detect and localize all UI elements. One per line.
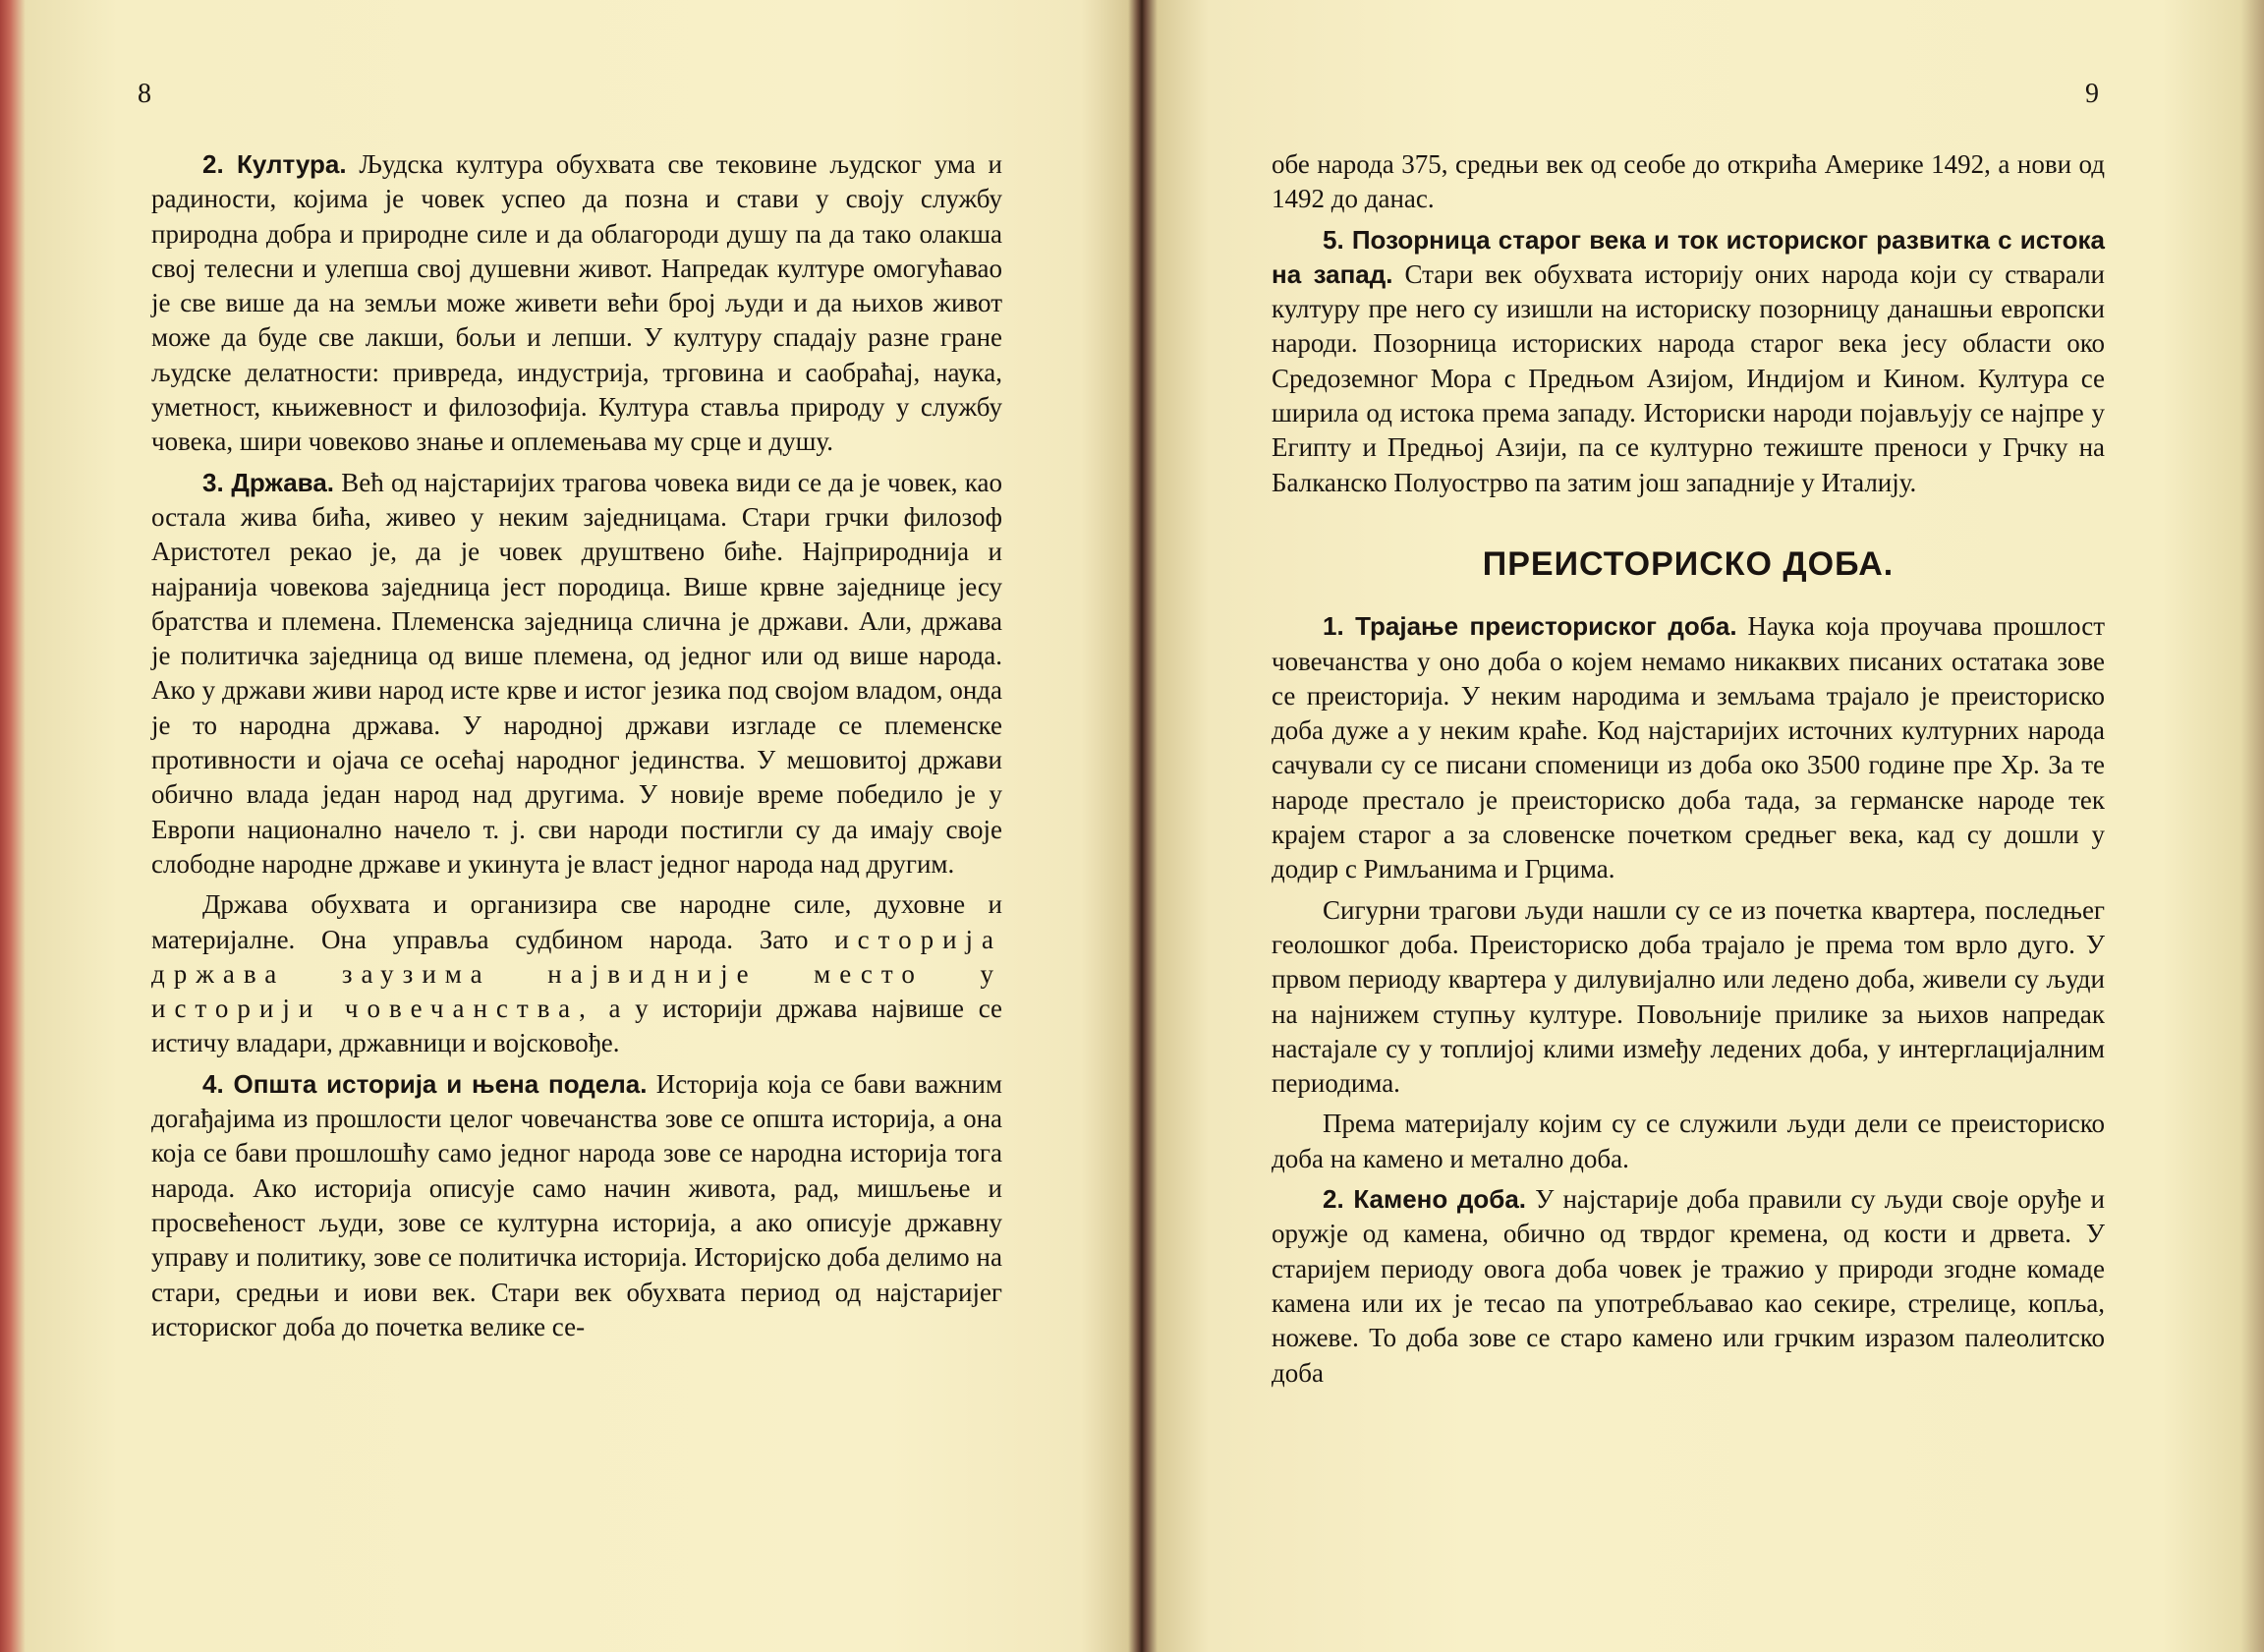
paragraph-state [151, 466, 1002, 883]
paragraph-text: Наука која проучава прошлост човечанства у оно доба о којем немамо никаквих писаних остатака зове се преисторија. У неким народима и земљама трајало је преисториско доба дуже а у неким краће. Код најстаријих источних културних народа сачували су се писани споменици из доба око 3500 године пре Хр. За те народе престало је преисториско доба тада, за германске народе тек крајем старог а за словенске почетком средњег века, кад су дошли у додир с Римљанима и Грцима. [1272, 611, 2105, 884]
paragraph-quaternary [1272, 893, 2105, 1102]
heading-state: 3. Држава. [202, 467, 335, 497]
heading-culture: 2. Култура. [202, 149, 347, 179]
left-page [0, 0, 1130, 1652]
paragraph-text: Држава обухвата и организира све народне силе, духовне и материјалне. Она управља судбином народа. Зато [151, 889, 1002, 954]
paragraph-text: Сигурни трагови људи нашли су се из почетка квартера, последњег геолошког доба. Преисториско доба трајало је према том врло дуго. У првом периоду квартера у дилувијално или ледено доба, живели су људи на најнижем ступњу културе. Повољније прилике за њихов напредак настајале су у топлијој клими између ледених доба, у интерглацијалним периодима. [1272, 894, 2105, 1099]
paragraph-prehistory-duration [1272, 609, 2105, 886]
right-page [1150, 0, 2264, 1652]
paragraph-culture [151, 147, 1002, 460]
paragraph-state-organization [151, 887, 1002, 1060]
paragraph-text: а у историји држава највише се истичу владари, државници и војсковође. [151, 994, 1002, 1058]
page-number: 8 [138, 79, 151, 109]
paragraph-text: Историја која се бави важним догађајима из прошлости целог човечанства зове се општа историја, а она која се бави прошлошћу само једног народа зове се народна историја тога народа. Ако историја описује само начин живота, рад, мишљење и просвећеност људи, зове се културна историја, а ако описује државну управу и политику, зове се политичка историја. Историјско доба делимо на стари, средњи и иови век. Стари век обухвата период од најстаријег историског доба до почетка велике се- [151, 1068, 1003, 1341]
paragraph-text: Људска култура обухвата све тековине људског ума и радиности, којима је човек успео да позна и стави у своју службу природна добра и природне силе и да облагороди душу па да тако олакша свој телесни и улепша свој душевни живот. Напредак културе омогућавао је све више да на земљи може живети већи број људи и да њихов живот може да буде све лакши, бољи и лепши. У културу спадају разне гране људске делатности: привреда, индустрија, трговина и саобраћај, наука, уметност, књижевност и филозофија. Култура ставља природу у службу човека, шири човеково знање и оплемењава му срце и душу. [151, 149, 1002, 457]
right-page-text [1272, 147, 2105, 1396]
paragraph-stone-age [1272, 1182, 2105, 1391]
paragraph-text: Већ од најстаријих трагова човека види се да је човек, као остала жива бића, живео у неким заједницама. Стари грчки филозоф Аристотел рекао је, да је човек друштвено биће. Најприроднија и најранија човекова заједница јест породица. Више крвне заједнице јесу братства и племена. Племенска заједница слична је држави. Али, држава је политичка заједница од више племена, од једног или од више народа. Ако у држави живи народ исте крве и истог језика под својом владом, онда је то народна држава. У народној држави изгладе се племенске противности и ојача се осећај народног јединства. У мешовитој држави обично влада један народ над другима. У новије време победило је у Европи национално начело т. ј. сви народи постигли су да имају своје слободне народне државе и укинута је власт једног народа над другим. [151, 467, 1002, 879]
paragraph-text: У најстарије доба правили су људи своје оруђе и оружје од камена, обично од тврдог кремена, од кости и дрвета. У старијем периоду овога доба човек је тражио у природи згодне комаде камена или их је тесао па употребљавао као секире, стрелице, копља, ножеве. То доба зове се старо камено или грчким изразом палеолитско доба [1272, 1184, 2105, 1388]
paragraph-text: Стари век обухвата историју оних народа који су стварали културу пре него су изишли на историску позорницу данашњи европски народи. Позорница историских народа старог века јесу области око Средоземног Мора с Предњом Азијом, Индијом и Кином. Култура се ширила од истока према западу. Историски народи појављују се најпре у Египту и Предњој Азији, па се културно тежиште преноси у Грчку на Балканско Полуострво па затим још западније у Италију. [1272, 258, 2105, 497]
page-number: 9 [2085, 79, 2099, 109]
paragraph-continuation: обе народа 375, средњи век од сеобе до открића Америке 1492, а нови од 1492 до данас. [1272, 149, 2105, 214]
heading-stone-age: 2. Камено доба. [1323, 1184, 1527, 1215]
section-title: ПРЕИСТОРИСКО ДОБА. [1482, 544, 1895, 583]
paragraph-materials [1272, 1107, 2105, 1176]
paragraph-text: Према материјалу којим су се служили људи дели се преисториско доба на камено и метално доба. [1272, 1109, 2105, 1173]
heading-prehistory-duration: 1. Трајање преисториског доба. [1323, 611, 1737, 642]
paragraph-ancient-stage [1272, 223, 2105, 500]
paragraph-general-history [151, 1067, 1002, 1344]
heading-general-history: 4. Општа историја и њена подела. [202, 1068, 648, 1099]
heading-ancient-stage: 5. Позорница старог века и ток историског развитка с истока на запад. [1272, 224, 2105, 289]
emphasized-text: историја држава заузима највидније место у историји човечанства, [151, 924, 1002, 1024]
left-page-text [151, 147, 1002, 1350]
